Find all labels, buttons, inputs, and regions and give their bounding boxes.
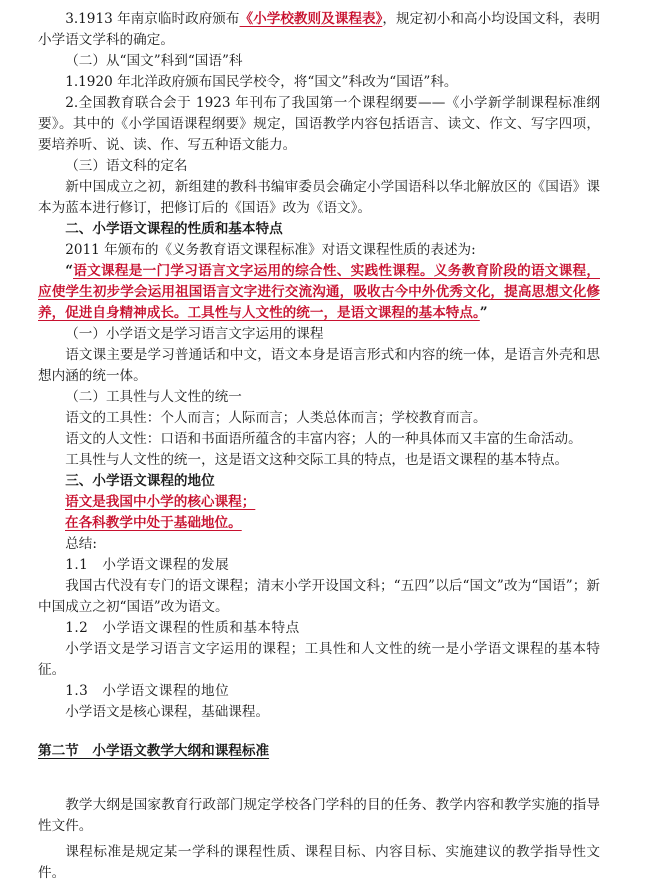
summary-text-1-1: 我国古代没有专门的语文课程；清末小学开设国文科；“五四”以后“国文”改为“国语”；新中国成立之初“国语”改为语文。 — [38, 578, 600, 615]
quote-close-mark: ” — [479, 305, 488, 321]
paragraph-new-china: 新中国成立之初，新组建的教科书编审委员会确定小学国语科以华北解放区的《国语》课本为蓝本进行修订，把修订后的《国语》改为《语文》。 — [38, 179, 600, 216]
text-1913-lead: 3.1913 年南京临时政府颁布 — [65, 11, 240, 27]
summary-heading-1-2: 1.2 小学语文课程的性质和基本特点 — [65, 620, 300, 636]
section-title-syllabus: 第二节 小学语文教学大纲和课程标准 — [38, 743, 270, 759]
highlight-core-course: 语文是我国中小学的核心课程； — [65, 494, 256, 510]
paragraph-2011-standard: 2011 年颁布的《义务教育语文课程标准》对语文课程性质的表述为: — [65, 242, 476, 258]
paragraph-1920: 1.1920 年北洋政府颁布国民学校令，将“国文”科改为“国语”科。 — [65, 74, 458, 90]
section-heading-status: 三、小学语文课程的地位 — [65, 473, 215, 489]
summary-text-1-2: 小学语文是学习语言文字运用的课程；工具性和人文性的统一是小学语文课程的基本特征。 — [38, 641, 600, 678]
paragraph-language-use: 语文课主要是学习普通话和中文，语文本身是语言形式和内容的统一体，是语言外壳和思想内涵的统一体。 — [38, 347, 600, 384]
subheading-tool-humanity: （二）工具性与人文性的统一 — [65, 389, 242, 405]
highlight-course-regulation: 《小学校教则及课程表》 — [239, 11, 383, 27]
summary-heading-1-3: 1.3 小学语文课程的地位 — [65, 683, 230, 699]
summary-text-1-3: 小学语文是核心课程，基础课程。 — [65, 704, 270, 720]
paragraph-standard-definition: 课程标准是规定某一学科的课程性质、课程目标、内容目标、实施建议的教学指导性文件。 — [38, 844, 600, 881]
section-heading-nature: 二、小学语文课程的性质和基本特点 — [65, 221, 283, 237]
quote-open-mark: “ — [65, 263, 74, 279]
paragraph-1913 — [38, 9, 600, 51]
paragraph-syllabus-definition: 教学大纲是国家教育行政部门规定学校各门学科的目的任务、教学内容和教学实施的指导性文件。 — [38, 797, 600, 834]
paragraph-tool-nature: 语文的工具性：个人而言；人际而言；人类总体而言；学校教育而言。 — [65, 410, 487, 426]
highlight-foundation: 在各科教学中处于基础地位。 — [65, 515, 242, 531]
summary-label: 总结: — [65, 536, 97, 552]
subheading-yuwen-naming: （三）语文科的定名 — [65, 158, 188, 174]
paragraph-unity: 工具性与人文性的统一，这是语文这种交际工具的特点，也是语文课程的基本特点。 — [65, 452, 569, 468]
document-page — [38, 9, 600, 884]
paragraph-1923: 2.全国教育联合会于 1923 年刊布了我国第一个课程纲要——《小学新学制课程标准纲要》。其中的《小学国语课程纲要》规定，国语教学内容包括语言、读文、作文、写字四项，要培养听、说、读、作、写五种语文能力。 — [38, 95, 600, 153]
quote-text-highlight: 语文课程是一门学习语言文字运用的综合性、实践性课程。义务教育阶段的语文课程，应使学生初步学会运用祖国语言文字进行交流沟通，吸收古今中外优秀文化，提高思想文化修养，促进自身精神成长。工具性与人文性的统一，是语文课程的基本特点。 — [38, 263, 600, 321]
summary-heading-1-1: 1.1 小学语文课程的发展 — [65, 557, 230, 573]
paragraph-humanity-nature: 语文的人文性：口语和书面语所蕴含的丰富内容；人的一种具体而又丰富的生命活动。 — [65, 431, 582, 447]
standard-quote — [38, 261, 600, 324]
text-1913-tail: ，规定初小和高小均设国文科，表明小学语文学科的确定。 — [38, 11, 601, 48]
subheading-language-use: （一）小学语文是学习语言文字运用的课程 — [65, 326, 324, 342]
subheading-guowen-to-guoyu: （二）从“国文”科到“国语”科 — [65, 53, 243, 69]
